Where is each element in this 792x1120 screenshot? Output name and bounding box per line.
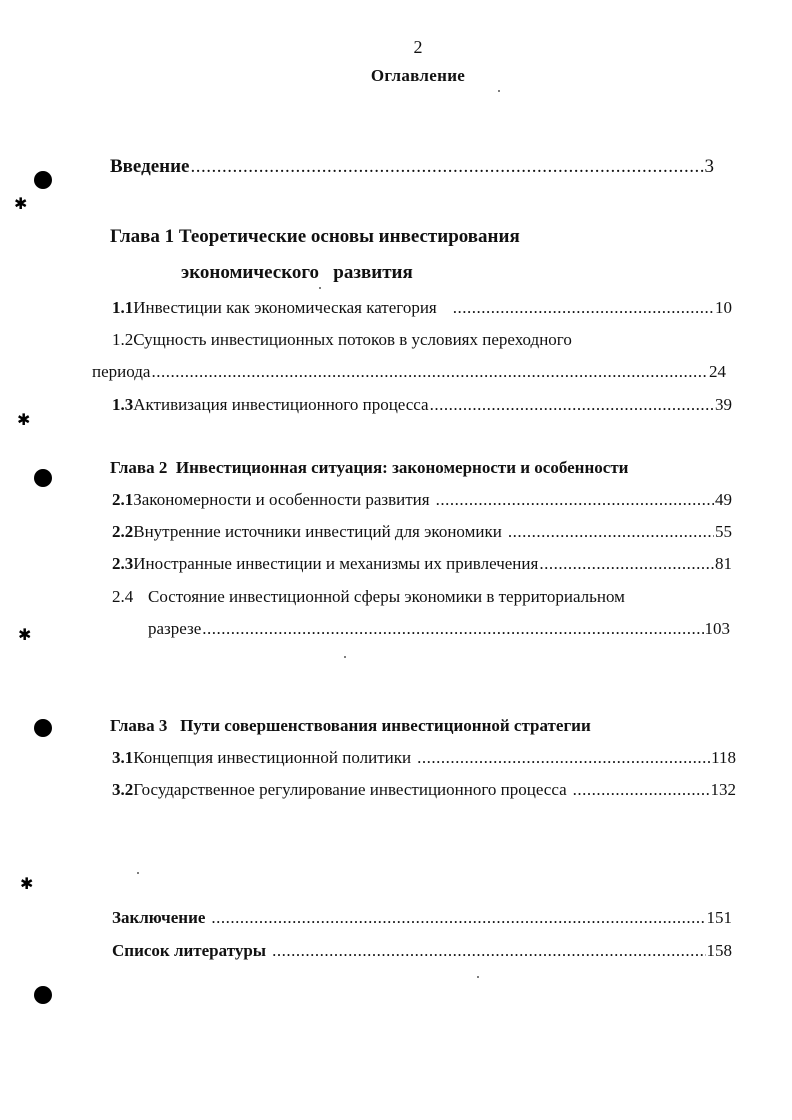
toc-entry-2-4-cont[interactable] bbox=[148, 619, 730, 639]
section-title: Сущность инвестиционных потоков в условиях переходного bbox=[133, 330, 572, 349]
section-number: 3.1 bbox=[112, 748, 134, 767]
toc-entry-1-3[interactable] bbox=[112, 395, 732, 415]
toc-page-number: 151 bbox=[706, 908, 732, 927]
section-number: 2.2 bbox=[112, 522, 134, 541]
dot-leader bbox=[436, 490, 714, 510]
scan-speck bbox=[477, 976, 479, 978]
section-title: Активизация инвестиционного процесса bbox=[133, 395, 429, 414]
page-title: Оглавление bbox=[370, 66, 466, 85]
scan-speck bbox=[137, 872, 139, 874]
page-number: 2 bbox=[413, 37, 423, 57]
toc-entry-conclusion[interactable] bbox=[112, 908, 732, 928]
toc-page-number: 24 bbox=[709, 362, 726, 381]
toc-page-number: 158 bbox=[706, 941, 732, 960]
scan-artifact-icon: ✱ bbox=[18, 627, 32, 644]
dot-leader bbox=[508, 522, 714, 542]
section-number: 2.3 bbox=[112, 554, 134, 573]
section-number: 1.3 bbox=[112, 395, 134, 414]
scan-artifact-icon: ✱ bbox=[17, 412, 31, 429]
toc-entry-2-4[interactable] bbox=[112, 587, 625, 607]
section-title: Инвестиции как экономическая категория bbox=[133, 298, 437, 317]
dot-leader bbox=[573, 780, 710, 800]
toc-page-number: 39 bbox=[715, 395, 732, 414]
toc-page-number: 10 bbox=[715, 298, 732, 317]
toc-entry-2-3[interactable] bbox=[112, 554, 732, 574]
dot-leader bbox=[211, 908, 705, 928]
scan-speck bbox=[344, 656, 346, 658]
scan-speck bbox=[498, 90, 500, 92]
toc-page-number: 49 bbox=[715, 490, 732, 509]
toc-page-number: 118 bbox=[711, 748, 736, 767]
section-title: Состояние инвестиционной сферы экономики в территориальном bbox=[148, 587, 625, 606]
toc-entry-3-1[interactable] bbox=[112, 748, 736, 768]
toc-entry-2-2[interactable] bbox=[112, 522, 732, 542]
section-title: Внутренние источники инвестиций для экономики bbox=[133, 522, 502, 541]
toc-entry-3-2[interactable] bbox=[112, 780, 736, 800]
section-number: 1.1 bbox=[112, 298, 134, 317]
dot-leader bbox=[453, 298, 714, 318]
dot-leader bbox=[202, 619, 703, 639]
toc-entry-intro[interactable] bbox=[110, 156, 714, 178]
scan-artifact-icon: ✱ bbox=[20, 876, 34, 893]
toc-entry-1-2-cont[interactable] bbox=[92, 362, 726, 382]
section-title: Концепция инвестиционной политики bbox=[133, 748, 412, 767]
toc-page-number: 103 bbox=[704, 619, 730, 638]
toc-entry-references[interactable] bbox=[112, 941, 732, 961]
chapter-1-title-cont: экономического развития bbox=[181, 262, 413, 283]
binder-hole bbox=[34, 719, 52, 737]
dot-leader bbox=[539, 554, 714, 574]
toc-page-number: 3 bbox=[704, 156, 714, 177]
toc-page-number: 55 bbox=[715, 522, 732, 541]
section-title: Государственное регулирование инвестиционного процесса bbox=[133, 780, 567, 799]
section-title-cont: периода bbox=[92, 362, 151, 381]
section-number: 2.1 bbox=[112, 490, 134, 509]
dot-leader bbox=[430, 395, 714, 415]
binder-hole bbox=[34, 986, 52, 1004]
dot-leader bbox=[191, 156, 704, 178]
scan-speck bbox=[319, 287, 321, 289]
scan-artifact-icon: ✱ bbox=[14, 196, 28, 213]
toc-page-number: 132 bbox=[710, 780, 736, 799]
toc-entry-label: Введение bbox=[110, 156, 190, 177]
section-number: 1.2 bbox=[112, 330, 134, 349]
chapter-2-title[interactable]: Глава 2 Инвестиционная ситуация: закономерности и особенности bbox=[110, 458, 629, 477]
dot-leader bbox=[151, 362, 708, 382]
section-title: Иностранные инвестиции и механизмы их привлечения bbox=[133, 554, 539, 573]
section-number: 3.2 bbox=[112, 780, 134, 799]
dot-leader bbox=[417, 748, 710, 768]
section-title: Закономерности и особенности развития bbox=[133, 490, 430, 509]
chapter-1-title[interactable]: Глава 1 Теоретические основы инвестирования bbox=[110, 226, 520, 247]
toc-entry-2-1[interactable] bbox=[112, 490, 732, 510]
toc-entry-label: Список литературы bbox=[112, 941, 267, 960]
toc-entry-1-1[interactable] bbox=[112, 298, 732, 318]
toc-entry-label: Заключение bbox=[112, 908, 206, 927]
binder-hole bbox=[34, 171, 52, 189]
section-title-cont: разрезе bbox=[148, 619, 202, 638]
chapter-3-title[interactable]: Глава 3 Пути совершенствования инвестиционной стратегии bbox=[110, 716, 591, 735]
binder-hole bbox=[34, 469, 52, 487]
dot-leader bbox=[272, 941, 705, 961]
toc-page-number: 81 bbox=[715, 554, 732, 573]
toc-entry-1-2[interactable] bbox=[112, 330, 572, 350]
section-number: 2.4 bbox=[112, 587, 134, 606]
